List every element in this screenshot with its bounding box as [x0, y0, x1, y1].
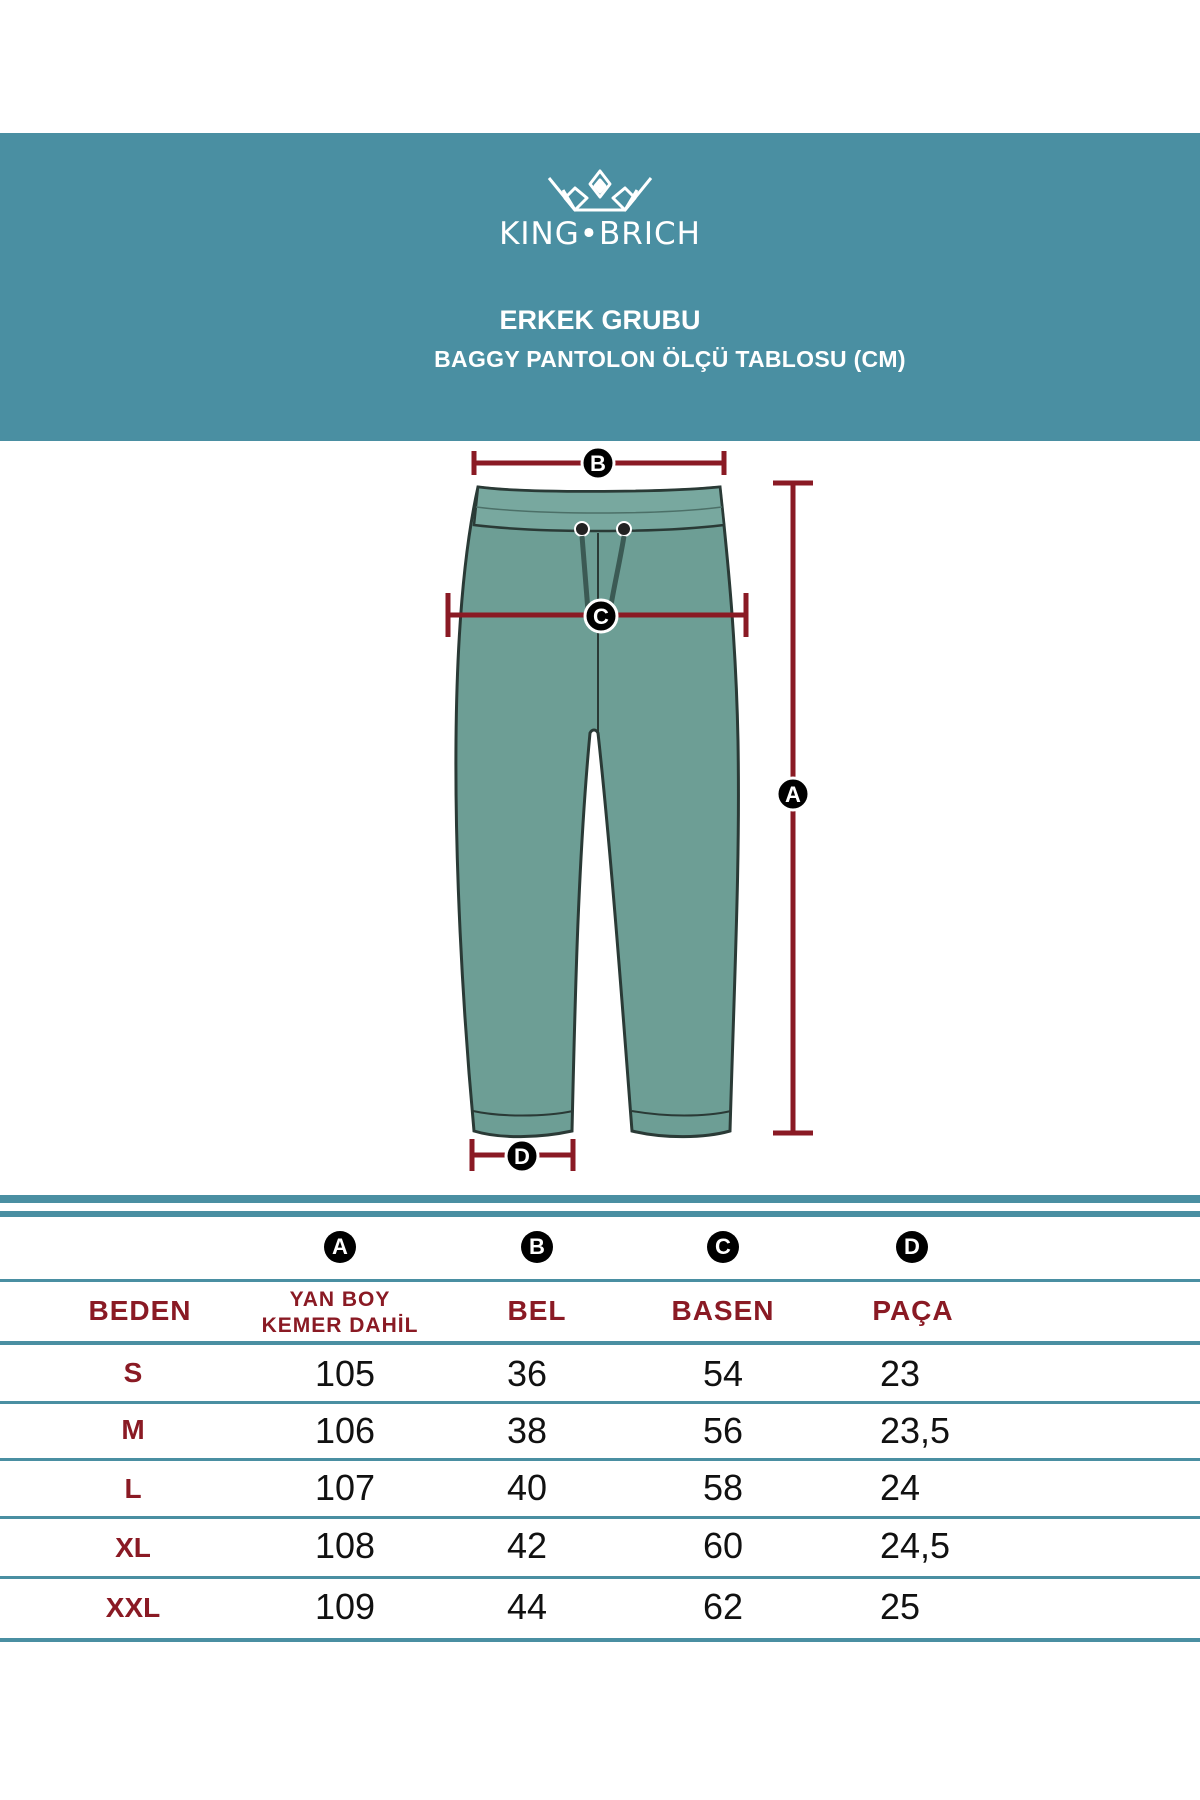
- table-rule: [0, 1341, 1200, 1345]
- header-basen: BASEN: [671, 1295, 775, 1326]
- badge-d: [506, 1140, 538, 1172]
- cell-a: 108: [314, 1525, 376, 1566]
- badge-c: [585, 600, 617, 632]
- row-size: S: [123, 1357, 143, 1388]
- crown-icon: [545, 168, 655, 212]
- badge-b: [582, 447, 614, 479]
- header-banner: [0, 133, 1200, 441]
- cell-b: 36: [506, 1353, 548, 1394]
- cell-c: 62: [702, 1586, 744, 1627]
- cell-b: 40: [506, 1467, 548, 1508]
- column-badge-a: A: [324, 1231, 356, 1263]
- table-rule: [0, 1458, 1200, 1461]
- cell-a: 107: [314, 1467, 376, 1508]
- header-yan-boy: [240, 1287, 440, 1339]
- page-title: ERKEK GRUBU: [499, 305, 701, 335]
- cell-a: 109: [314, 1586, 376, 1627]
- cell-c: 56: [702, 1410, 744, 1451]
- brand-logo: [490, 168, 710, 283]
- table-rule: [0, 1279, 1200, 1282]
- brand-name: KING•BRICH: [499, 216, 701, 252]
- cell-d: 24,5: [880, 1525, 951, 1566]
- cell-c: 58: [702, 1467, 744, 1508]
- cell-c: 54: [702, 1353, 744, 1394]
- cell-d: 23,5: [880, 1410, 951, 1451]
- cell-b: 42: [506, 1525, 548, 1566]
- cell-c: 60: [702, 1525, 744, 1566]
- pants-diagram: [0, 441, 1200, 1181]
- table-rule: [0, 1211, 1200, 1217]
- header-paca: PAÇA: [872, 1295, 954, 1326]
- cell-b: 38: [506, 1410, 548, 1451]
- svg-text:D: D: [514, 1144, 530, 1169]
- cell-a: 106: [314, 1410, 376, 1451]
- table-rule: [0, 1638, 1200, 1642]
- header-yan-boy-line2: KEMER DAHİL: [261, 1314, 419, 1337]
- table-rule: [0, 1576, 1200, 1579]
- table-rule: [0, 1195, 1200, 1203]
- row-size: XL: [115, 1532, 151, 1563]
- column-badge-c: C: [707, 1231, 739, 1263]
- header-beden: BEDEN: [88, 1295, 192, 1326]
- header-yan-boy-line1: YAN BOY: [289, 1288, 391, 1311]
- badge-a: [777, 778, 809, 810]
- page-subtitle: BAGGY PANTOLON ÖLÇÜ TABLOSU (CM): [434, 346, 906, 372]
- row-size: M: [121, 1414, 145, 1445]
- column-badge-d: D: [896, 1231, 928, 1263]
- header-bel: BEL: [507, 1295, 567, 1326]
- cell-b: 44: [506, 1586, 548, 1627]
- cell-d: 23: [880, 1353, 921, 1394]
- svg-text:C: C: [593, 604, 609, 629]
- cell-d: 24: [880, 1467, 921, 1508]
- size-table: [0, 1195, 1200, 1645]
- row-size: XXL: [105, 1592, 161, 1623]
- table-rule: [0, 1516, 1200, 1519]
- column-badge-b: B: [521, 1231, 553, 1263]
- row-size: L: [124, 1473, 142, 1504]
- table-rule: [0, 1401, 1200, 1404]
- cell-a: 105: [314, 1353, 376, 1394]
- cell-d: 25: [880, 1586, 921, 1627]
- svg-text:A: A: [785, 782, 801, 807]
- svg-text:B: B: [590, 451, 606, 476]
